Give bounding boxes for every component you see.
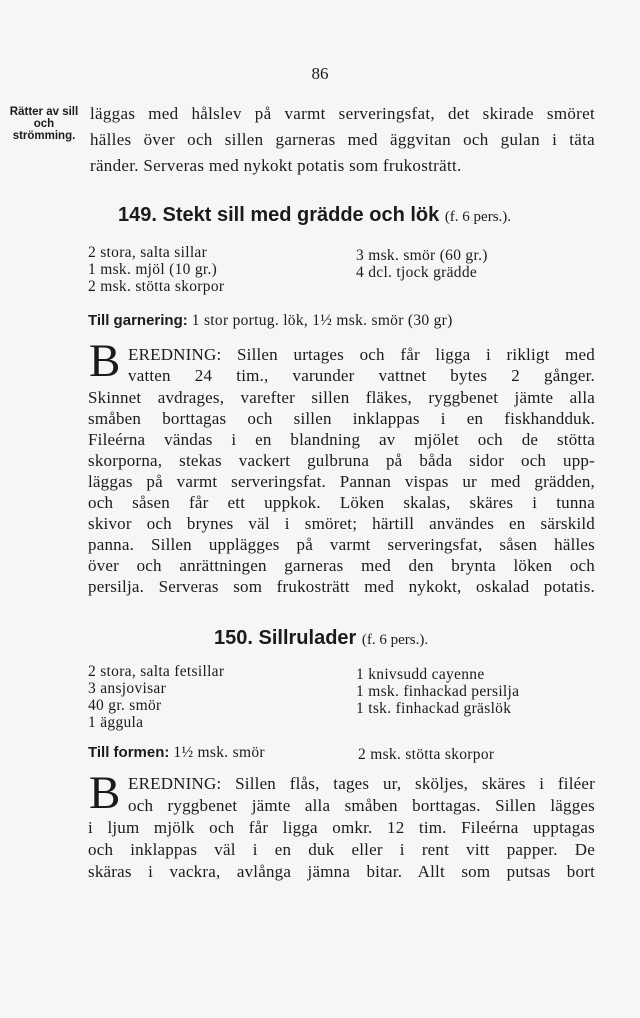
recipe-150-title xyxy=(214,627,428,650)
body-line: över och anrättningen garneras med den brynta löken och xyxy=(88,556,595,575)
page-number: 86 xyxy=(311,64,329,83)
margin-note-line: och xyxy=(33,118,55,130)
form-text: 1½ msk. smör xyxy=(173,744,265,761)
body-line: skäras i vackra, avlånga jämna bitar. Allt som putsas bort xyxy=(88,862,595,881)
recipe-number: 150. xyxy=(214,627,253,649)
ingredient-item: 1 äggula xyxy=(88,714,144,731)
body-line: skivor och brynes väl i smöret; härtill användes en särskild xyxy=(88,514,595,533)
recipe-149-title xyxy=(118,204,511,227)
dropcap: B xyxy=(89,335,121,387)
body-line: skorporna, stekas vackert gulbruna på båda sidor och upp- xyxy=(88,451,595,470)
body-line: läggas på varmt serveringsfat. Pannan vispas ur med grädden, xyxy=(88,472,595,491)
ingredient-item: 1 msk. mjöl (10 gr.) xyxy=(88,261,218,278)
body-line: småben borttagas och sillen inklappas i en fiskhandduk. xyxy=(88,409,595,428)
intro-line: hälles över och sillen garneras med äggvitan och gulan i täta xyxy=(90,130,595,149)
body-line: persilja. Serveras som frukosträtt med nykokt, oskalad potatis. xyxy=(88,577,595,596)
body-line: EREDNING: Sillen urtages och får ligga i rikligt med xyxy=(128,345,595,364)
form-text: 2 msk. stötta skorpor xyxy=(358,746,495,763)
form-line xyxy=(88,744,265,762)
body-line: panna. Sillen upplägges på varmt serveringsfat, såsen hälles xyxy=(88,535,595,554)
intro-line: ränder. Serveras med nykokt potatis som frukosträtt. xyxy=(90,156,462,175)
ingredient-item: 1 knivsudd cayenne xyxy=(356,666,485,683)
margin-note xyxy=(2,106,86,142)
body-line: i ljum mjölk och får ligga omkr. 12 tim. Fileérna upptagas xyxy=(88,818,595,837)
recipe-servings: (f. 6 pers.). xyxy=(361,632,429,648)
ingredient-item: 3 ansjovisar xyxy=(88,680,167,697)
garnish-line xyxy=(88,312,453,330)
body-line: och ryggbenet jämte alla småben borttagas. Sillen lägges xyxy=(128,796,595,815)
form-label: Till formen: xyxy=(88,744,170,761)
recipe-name: Stekt sill med grädde och lök xyxy=(162,204,440,226)
ingredient-item: 40 gr. smör xyxy=(88,697,162,714)
ingredient-item: 1 msk. finhackad persilja xyxy=(356,683,520,700)
intro-line: läggas med hålslev på varmt serveringsfat, det skirade smöret xyxy=(90,104,595,123)
body-line: EREDNING: Sillen flås, tages ur, sköljes, skäres i filéer xyxy=(128,774,595,793)
recipe-number: 149. xyxy=(118,204,157,226)
ingredient-item: 2 stora, salta sillar xyxy=(88,244,208,261)
ingredient-item: 2 stora, salta fetsillar xyxy=(88,663,225,680)
ingredient-item: 3 msk. smör (60 gr.) xyxy=(356,247,488,264)
recipe-servings: (f. 6 pers.). xyxy=(444,209,512,225)
garnish-label: Till garnering: xyxy=(88,312,188,329)
ingredient-item: 2 msk. stötta skorpor xyxy=(88,278,225,295)
garnish-text: 1 stor portug. lök, 1½ msk. smör (30 gr) xyxy=(191,312,453,329)
margin-note-line: Rätter av sill xyxy=(9,106,79,118)
body-line: vatten 24 tim., varunder vattnet bytes 2 gånger. xyxy=(128,366,595,385)
body-line: Fileérna vändas i en blandning av mjölet och de stötta xyxy=(88,430,595,449)
margin-note-line: strömming. xyxy=(12,130,76,142)
ingredient-item: 1 tsk. finhackad gräslök xyxy=(356,700,512,717)
body-line: Skinnet avdrages, varefter sillen fläkes, ryggbenet jämte alla xyxy=(88,388,595,407)
ingredient-item: 4 dcl. tjock grädde xyxy=(356,264,478,281)
body-line: och såsen får ett uppkok. Löken skalas, skäres i tunna xyxy=(88,493,595,512)
body-line: och inklappas väl i en duk eller i rent vitt papper. De xyxy=(88,840,595,859)
recipe-name: Sillrulader xyxy=(258,627,357,649)
dropcap: B xyxy=(89,767,121,819)
